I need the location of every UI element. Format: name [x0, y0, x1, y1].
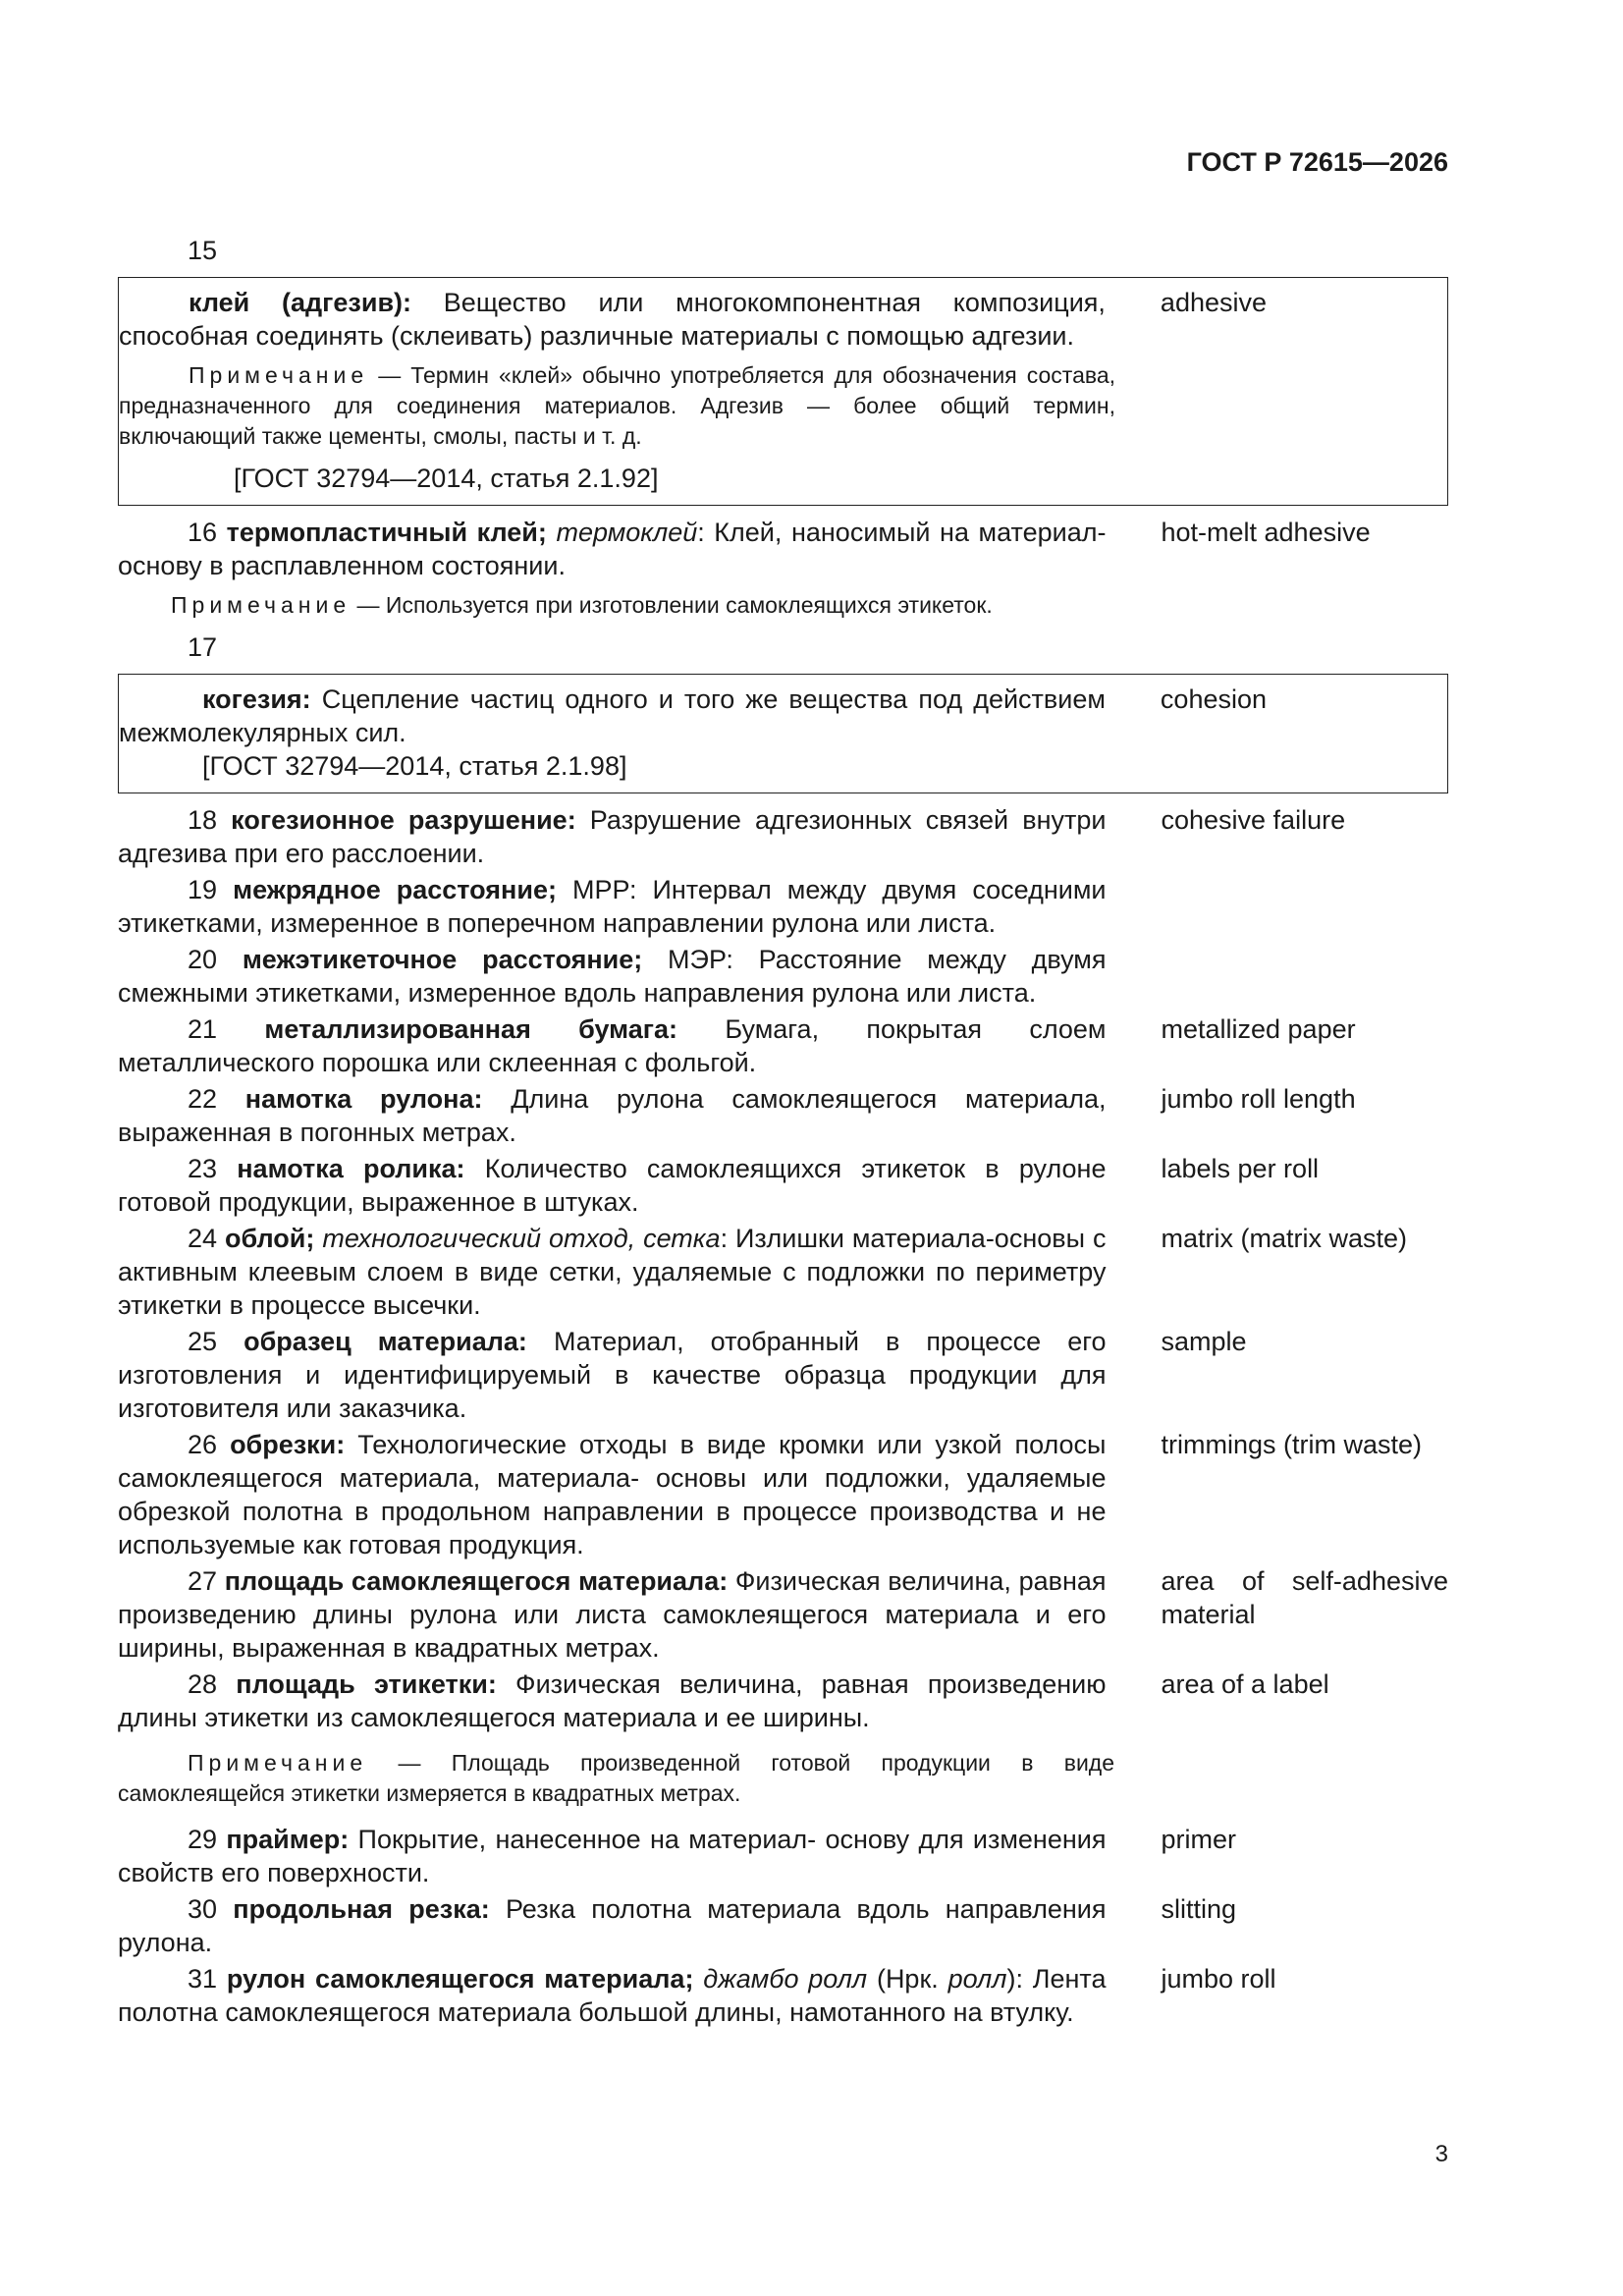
definition-text: Физическая величина, равная произведению длины рулона или листа самоклеящегося материала и его ширины, выраженная в квадратных метрах.: [118, 1566, 1107, 1663]
term-definition: [118, 1564, 1106, 1665]
english-line-2: material: [1161, 1600, 1256, 1629]
term-definition: [118, 1082, 1106, 1149]
term-name: когезионное разрушение:: [231, 805, 576, 835]
definition-text: МРР: Интервал между двумя соседними этикетками, измеренное в поперечном направлении рулона или листа.: [118, 875, 1107, 938]
term-definition: [118, 943, 1106, 1010]
definition-text: Вещество или многокомпонентная композиция, способная соединять (склеивать) различные материалы с помощью адгезии.: [119, 288, 1106, 351]
term-definition: [118, 1152, 1106, 1219]
note-text: — Термин «клей» обычно употребляется для обозначения состава, предназначенного для соединения материалов. Адгезив — более общий термин, включающий также цементы, смолы, пасты и т. д.: [119, 362, 1115, 449]
term-number: 19: [188, 875, 218, 904]
term-name: клей (адгезив):: [189, 288, 412, 317]
definition-text: : Излишки материала-основы с активным клеевым слоем в виде сетки, удаляемые с подложки по периметру этикетки в процессе высечки.: [118, 1224, 1107, 1320]
term-definition: [118, 1892, 1106, 1959]
term-note: [119, 360, 1115, 452]
term-name: межрядное расстояние;: [233, 875, 557, 904]
term-definition: [118, 1823, 1106, 1889]
english-equivalent: cohesive failure: [1161, 805, 1346, 835]
source-reference: [ГОСТ 32794—2014, статья 2.1.98]: [202, 751, 627, 781]
english-equivalent: primer: [1161, 1825, 1236, 1854]
term-number: 22: [188, 1084, 218, 1114]
term-box-15: [118, 277, 1448, 506]
term-name: металлизированная бумага:: [264, 1014, 678, 1044]
term-note: [118, 1748, 1114, 1809]
english-equivalent: cohesion: [1160, 684, 1268, 714]
term-synonym: технологический отход, сетка: [322, 1224, 721, 1253]
term-definition: [119, 286, 1106, 353]
term-number: 26: [188, 1430, 218, 1459]
term-entry-16: [118, 516, 1448, 582]
term-deprecated-synonym: ролл: [947, 1964, 1007, 1994]
note-text: — Площадь произведенной готовой продукции в виде самоклеящейся этикетки измеряется в квадратных метрах.: [118, 1750, 1114, 1806]
term-definition: [118, 873, 1106, 940]
english-equivalent: metallized paper: [1161, 1014, 1356, 1044]
definition-text: Физическая величина, равная произведению длины этикетки из самоклеящегося материала и ее ширины.: [118, 1669, 1107, 1732]
term-definition: [118, 1667, 1106, 1734]
term-entry-26: [118, 1428, 1448, 1561]
term-name: когезия:: [202, 684, 311, 714]
source-reference: [ГОСТ 32794—2014, статья 2.1.92]: [234, 464, 659, 493]
definition-text: Длина рулона самоклеящегося материала, выраженная в погонных метрах.: [118, 1084, 1107, 1147]
definition-text: Материал, отобранный в процессе его изготовления и идентифицируемый в качестве образца продукции для изготовителя или заказчика.: [118, 1327, 1107, 1423]
term-number: 30: [188, 1894, 218, 1924]
term-number: 31: [188, 1964, 218, 1994]
definition-text: Технологические отходы в виде кромки или узкой полосы самоклеящегося материала, материала- основы или подложки, удаляемые обрезкой полотна в продольном направлении в процессе производства и не используемые как готовая продукция.: [118, 1430, 1107, 1559]
term-entry-22: [118, 1082, 1448, 1149]
terms-list: [118, 234, 1448, 2029]
definition-text: Бумага, покрытая слоем металлического порошка или склеенная с фольгой.: [118, 1014, 1107, 1077]
note-label: Примечание: [188, 1750, 368, 1776]
term-name: площадь этикетки:: [236, 1669, 497, 1699]
english-equivalent: matrix (matrix waste): [1161, 1224, 1407, 1253]
term-synonym: джамбо ролл: [703, 1964, 868, 1994]
english-equivalent: [1161, 943, 1448, 1010]
term-entry-24: [118, 1222, 1448, 1322]
term-number: 27: [188, 1566, 218, 1596]
term-definition: [118, 516, 1106, 582]
term-number: 29: [188, 1825, 218, 1854]
term-number: 21: [188, 1014, 218, 1044]
term-entry-25: [118, 1325, 1448, 1425]
note-label: Примечание: [171, 592, 352, 618]
definition-text-mid: (Нрк.: [867, 1964, 948, 1994]
term-number: 18: [188, 805, 218, 835]
term-definition: [118, 803, 1106, 870]
term-name: термопластичный клей;: [226, 518, 547, 547]
term-entry-23: [118, 1152, 1448, 1219]
term-entry-31: [118, 1962, 1448, 2029]
definition-text: ): Лента полотна самоклеящегося материала большой длины, намотанного на втулку.: [118, 1964, 1107, 2027]
term-name: праймер:: [226, 1825, 350, 1854]
english-equivalent: slitting: [1161, 1894, 1237, 1924]
definition-text: : Клей, наносимый на материал-основу в расплавленном состоянии.: [118, 518, 1107, 580]
term-entry-15: [119, 286, 1447, 353]
term-number: 24: [188, 1224, 218, 1253]
term-name: продольная резка:: [233, 1894, 490, 1924]
term-number: 17: [188, 632, 218, 662]
definition-text: Покрытие, нанесенное на материал- основу для изменения свойств его поверхности.: [118, 1825, 1107, 1887]
page-number: 3: [1434, 2141, 1448, 2167]
english-equivalent: adhesive: [1160, 288, 1268, 317]
term-definition: [118, 1012, 1106, 1079]
term-entry-28: [118, 1667, 1448, 1734]
term-name: рулон самоклеящегося материала;: [226, 1964, 694, 1994]
term-name: намотка рулона:: [244, 1084, 483, 1114]
english-equivalent: trimmings (trim waste): [1161, 1430, 1422, 1459]
term-number: 23: [188, 1154, 218, 1183]
term-definition: [118, 1222, 1106, 1322]
term-box-17: [118, 674, 1448, 793]
term-name: намотка ролика:: [237, 1154, 465, 1183]
term-synonym: термоклей: [556, 518, 698, 547]
definition-text: Разрушение адгезионных связей внутри адгезива при его расслоении.: [118, 805, 1107, 868]
english-equivalent: sample: [1161, 1327, 1247, 1356]
term-entry-29: [118, 1823, 1448, 1889]
english-equivalent: jumbo roll length: [1161, 1084, 1356, 1114]
term-entry-21: [118, 1012, 1448, 1079]
term-note: [118, 590, 1114, 621]
term-name: обрезки:: [230, 1430, 346, 1459]
definition-text: Количество самоклеящихся этикеток в рулоне готовой продукции, выраженное в штуках.: [118, 1154, 1107, 1217]
term-number: 16: [188, 518, 218, 547]
term-name: межэтикеточное расстояние;: [242, 945, 643, 974]
term-entry-30: [118, 1892, 1448, 1959]
term-number: 15: [188, 236, 218, 265]
term-entry-27: [118, 1564, 1448, 1665]
definition-text: Сцепление частиц одного и того же вещества под действием межмолекулярных сил.: [119, 684, 1106, 747]
term-number: 28: [188, 1669, 218, 1699]
english-equivalent: jumbo roll: [1161, 1964, 1276, 1994]
term-entry-20: [118, 943, 1448, 1010]
term-number: 25: [188, 1327, 218, 1356]
definition-text: МЭР: Расстояние между двумя смежными этикетками, измеренное вдоль направления рулона или листа.: [118, 945, 1107, 1008]
term-definition: [119, 683, 1106, 749]
note-text: — Используется при изготовлении самоклеящихся этикеток.: [351, 592, 993, 618]
english-line-1: area of self-adhesive: [1161, 1566, 1448, 1596]
english-equivalent: [1161, 1564, 1448, 1665]
definition-text: Резка полотна материала вдоль направления рулона.: [118, 1894, 1107, 1957]
term-name: площадь самоклеящегося материала:: [224, 1566, 729, 1596]
english-equivalent: area of a label: [1161, 1669, 1329, 1699]
term-definition: [118, 1962, 1106, 2029]
term-entry-19: [118, 873, 1448, 940]
document-header: ГОСТ Р 72615—2026: [1186, 147, 1448, 177]
term-name: образец материала:: [243, 1327, 527, 1356]
note-label: Примечание: [189, 362, 369, 388]
term-entry-17: [119, 683, 1447, 749]
term-name: облой;: [225, 1224, 315, 1253]
english-equivalent: [1161, 873, 1448, 940]
term-entry-18: [118, 803, 1448, 870]
english-equivalent: hot-melt adhesive: [1161, 518, 1371, 547]
term-definition: [118, 1325, 1106, 1425]
term-number: 20: [188, 945, 218, 974]
english-equivalent: labels per roll: [1161, 1154, 1320, 1183]
term-definition: [118, 1428, 1106, 1561]
